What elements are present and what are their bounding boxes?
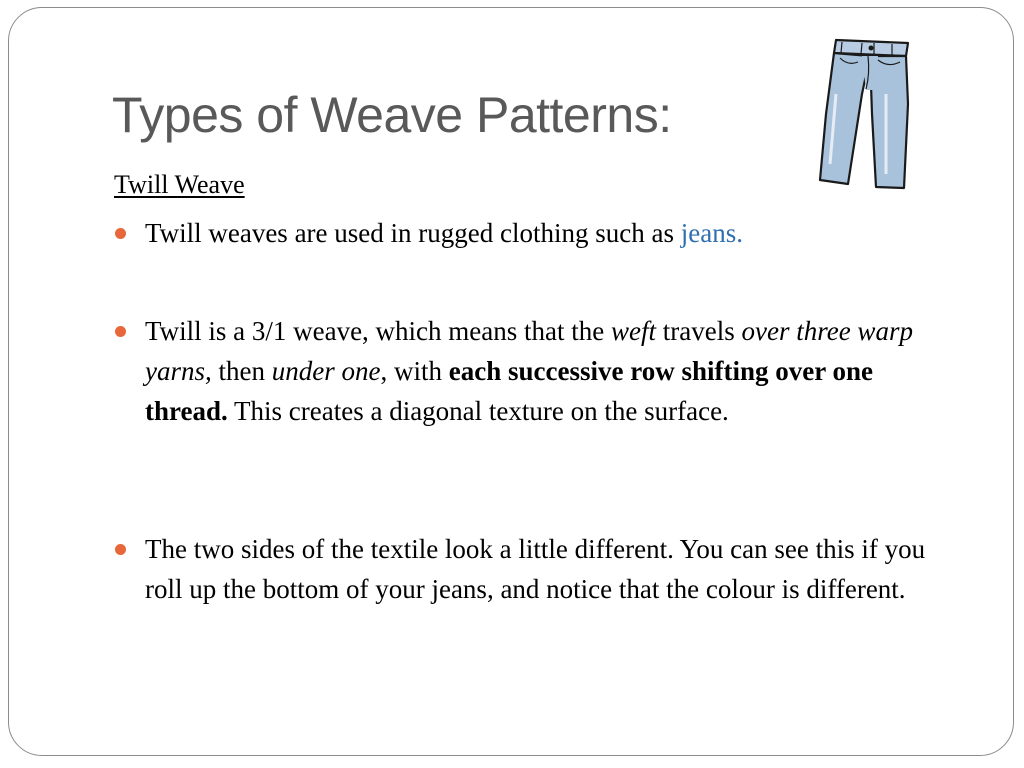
bullet-text: , with — [380, 356, 449, 386]
bullet-item-3 — [145, 529, 960, 609]
jeans-icon — [812, 34, 912, 192]
bullet-text: This creates a diagonal texture on the surface. — [227, 396, 729, 426]
bullet-text: Twill weaves are used in rugged clothing such as — [145, 218, 681, 248]
bullet-item-1 — [145, 213, 960, 253]
bullet-italic-text: weft — [611, 316, 656, 346]
jeans-link[interactable]: jeans. — [680, 218, 743, 248]
slide-title: Types of Weave Patterns: — [112, 87, 672, 143]
bullet-text: then — [211, 356, 272, 386]
section-subheading: Twill Weave — [114, 170, 245, 199]
bullet-dot-icon — [115, 544, 126, 555]
bullet-bold-text: each successive row shifting over one thread. — [145, 356, 873, 426]
bullet-text: travels — [656, 316, 742, 346]
bullet-item-2 — [145, 311, 960, 431]
bullet-text: The two sides of the textile look a little different. You can see this if you roll up the bottom of your jeans, and notice that the colour is different. — [145, 534, 926, 604]
bullet-italic-text: under one — [271, 356, 381, 386]
bullet-dot-icon — [115, 228, 126, 239]
bullet-text: Twill is a 3/1 weave, which means that the — [145, 316, 611, 346]
bullet-dot-icon — [115, 326, 126, 337]
bullet-italic-text: over three warp yarns, — [145, 316, 913, 386]
